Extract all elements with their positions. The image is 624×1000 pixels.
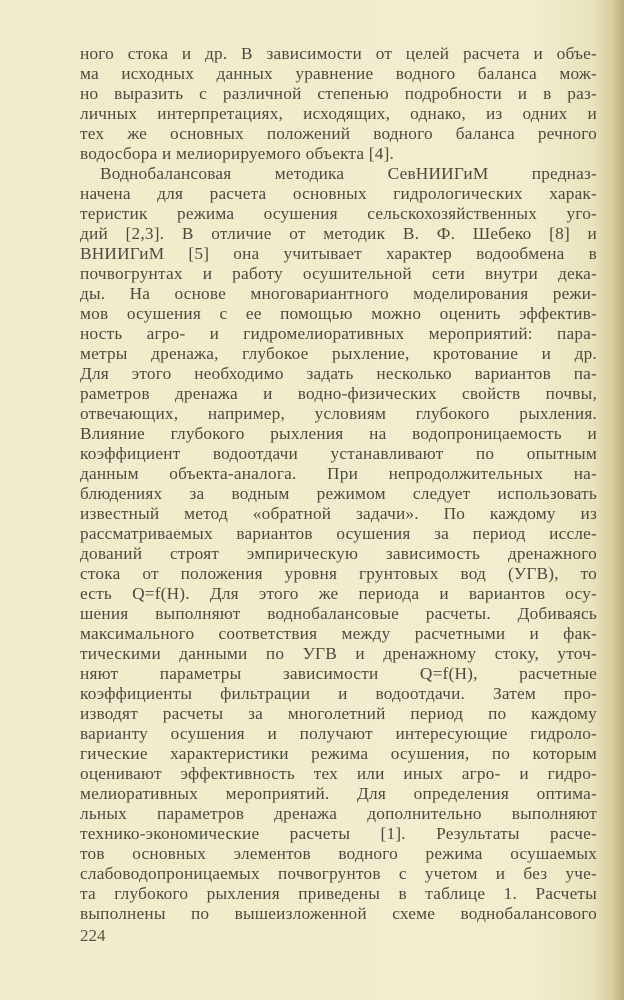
text-line: известный метод «обратной задачи». По каждому из [80,504,597,523]
text-line: ды. На основе многовариантного моделирования режи- [80,284,597,303]
text-line: данным объекта-аналога. При непродолжительных на- [80,464,597,483]
text-line: рассматриваемых вариантов осушения за период иссле- [80,524,597,543]
text-line: начена для расчета основных гидрологических харак- [80,184,597,203]
text-line: метры дренажа, глубокое рыхление, кротование и др. [80,344,597,363]
text-line: гические характеристики режима осушения, по которым [80,744,597,763]
text-line: но выразить с различной степенью подробности и в раз- [80,84,597,103]
text-line: есть Q=f(H). Для этого же периода и вариантов осу- [80,584,597,603]
text-line: шения выполняют воднобалансовые расчеты. Добиваясь [80,604,597,623]
text-line: та глубокого рыхления приведены в таблице 1. Расчеты [80,884,597,903]
text-line: ВНИИГиМ [5] она учитывает характер водообмена в [80,244,597,263]
text-line: тическими данными по УГВ и дренажному стоку, уточ- [80,644,597,663]
text-line: оценивают эффективность тех или иных агро- и гидро- [80,764,597,783]
text-line: водосбора и мелиорируемого объекта [4]. [80,144,395,163]
text-line: отвечающих, например, условиям глубокого рыхления. [80,404,597,423]
text-line: изводят расчеты за многолетний период по каждому [80,704,597,723]
text-line: раметров дренажа и водно-физических свойств почвы, [80,384,597,403]
text-line: почвогрунтах и работу осушительной сети внутри дека- [80,264,597,283]
body-text [80,44,597,924]
text-line: блюдениях за водным режимом следует использовать [80,484,597,503]
text-line: дований строят эмпирическую зависимость дренажного [80,544,597,563]
text-line: личных интерпретациях, исходящих, однако, из одних и [80,104,597,123]
text-line: Влияние глубокого рыхления на водопроницаемость и [80,424,597,443]
text-line: няют параметры зависимости Q=f(H), расчетные [80,664,597,683]
text-line: коэффициент водоотдачи устанавливают по опытным [80,444,597,463]
text-line: варианту осушения и получают интересующие гидроло- [80,724,597,743]
text-line: мов осушения с ее помощью можно оценить эффектив- [80,304,597,323]
text-line: Для этого необходимо задать несколько вариантов па- [80,364,597,383]
text-line: дий [2,3]. В отличие от методик В. Ф. Шебеко [8] и [80,224,597,243]
text-line: теристик режима осушения сельскохозяйственных уго- [80,204,597,223]
text-line: слабоводопроницаемых почвогрунтов с учетом и без уче- [80,864,597,883]
text-line: льных параметров дренажа дополнительно выполняют [80,804,597,823]
text-line: технико-экономические расчеты [1]. Результаты расче- [80,824,597,843]
text-line: тех же основных положений водного баланса речного [80,124,597,143]
text-line: ность агро- и гидромелиоративных мероприятий: пара- [80,324,597,343]
text-line: ного стока и др. В зависимости от целей расчета и объе- [80,44,597,63]
text-line: тов основных элементов водного режима осушаемых [80,844,597,863]
text-line: выполнены по вышеизложенной схеме воднобалансового [80,904,597,923]
text-line: Воднобалансовая методика СевНИИГиМ предназ- [100,164,597,183]
text-line: максимального соответствия между расчетными и фак- [80,624,597,643]
text-line: стока от положения уровня грунтовых вод (УГВ), то [80,564,597,583]
text-line: мелиоративных мероприятий. Для определения оптима- [80,784,597,803]
page-number: 224 [80,926,106,945]
text-line: коэффициенты фильтрации и водоотдачи. Затем про- [80,684,597,703]
text-line: ма исходных данных уравнение водного баланса мож- [80,64,597,83]
